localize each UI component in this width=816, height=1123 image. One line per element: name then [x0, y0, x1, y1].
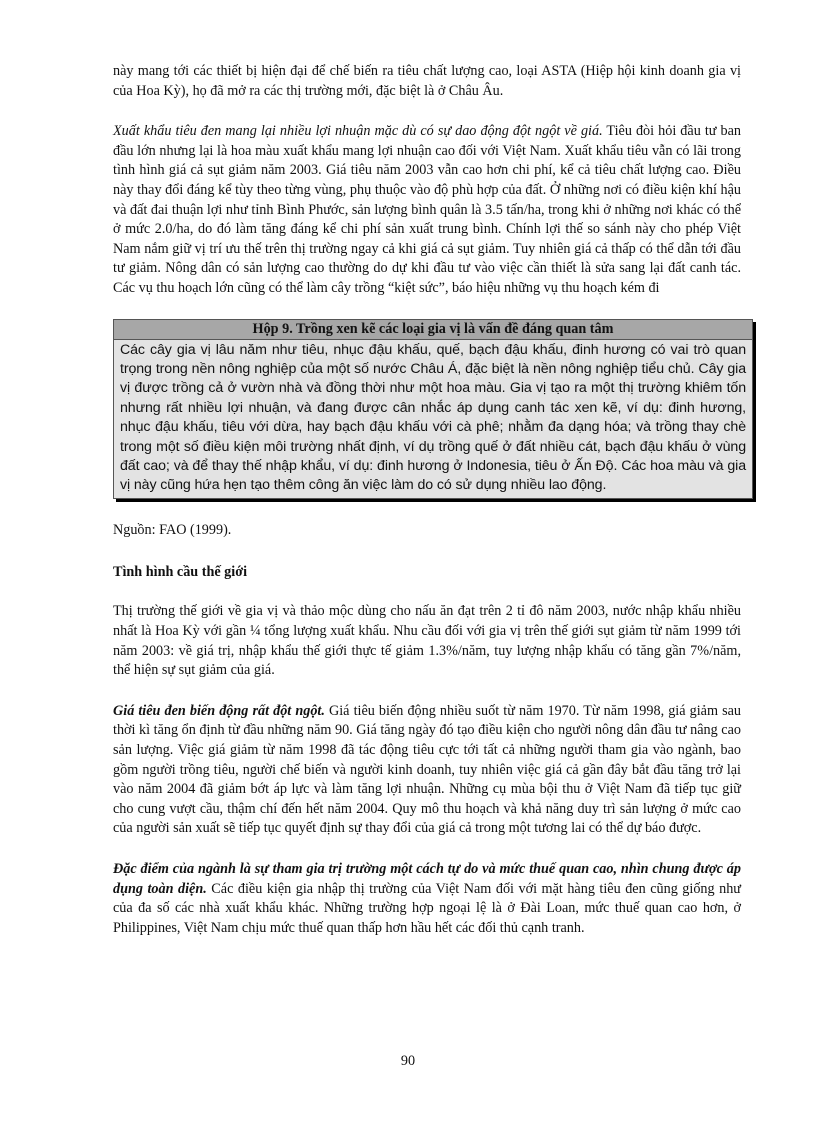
box-title: Hộp 9. Trồng xen kẽ các loại gia vị là vấn đề đáng quan tâm — [114, 320, 752, 340]
paragraph-body: Giá tiêu biến động nhiều suốt từ năm 1970. Từ năm 1998, giá giảm sau thời kì tăng ổn định từ đầu những năm 90. Giá tăng ngày đó tạo điều kiện cho người nông dân đầu tư nâng cao sản lượng. Việc giá giảm từ năm 1998 đã tác động tiêu cực tới tất cả những người tham gia vào ngành, bao gồm người trồng tiêu, người chế biến và người kinh doanh, tuy nhiên việc giá cả gần đây bắt đầu tăng trở lại vào năm 2004 đã giảm bớt áp lực và làm tăng lợi nhuận. Những cụ mùa bội thu ở Việt Nam đã tiếp tục giữ cho cung vượt cầu, thậm chí đến hết năm 2004. Quy mô thu hoạch và khả năng duy trì sản lượng ở mức cao của người sản xuất sẽ tiếp tục quyết định sự thay đổi của giá cả trong một tương lai có thể dự báo được. — [113, 702, 741, 837]
paragraph-price-volatility — [113, 702, 741, 839]
paragraph-world-demand: Thị trường thế giới về gia vị và thảo mộc dùng cho nấu ăn đạt trên 2 tỉ đô năm 2003, nước nhập khẩu nhiều nhất là Hoa Kỳ với gần ¼ tổng lượng xuất khẩu. Nhu cầu đối với gia vị trên thế giới sụt giảm từ năm 1999 tới năm 2003: về giá trị, nhập khẩu thế giới thực tế giảm 1.3%/năm, tuy lượng nhập khẩu có tăng gần 7%/năm, thể hiện sự sụt giảm của giá. — [113, 603, 741, 679]
paragraph-lead: Xuất khẩu tiêu đen mang lại nhiều lợi nhuận mặc dù có sự dao động đột ngột về giá. — [113, 123, 603, 140]
paragraph-export-profit — [113, 122, 741, 298]
section-heading: Tình hình cầu thế giới — [113, 564, 248, 581]
paragraph-lead: Đặc điểm của ngành là sự tham gia trị trường một cách tự do và mức thuế quan cao, nhìn chung được áp dụng toàn diện. — [113, 860, 741, 897]
page-number: 90 — [400, 1053, 416, 1069]
box-body: Các cây gia vị lâu năm như tiêu, nhục đậu khấu, quế, bạch đậu khấu, đinh hương có vai trò quan trọng trong nền nông nghiệp của một số nước Châu Á, đặc biệt là nền nông nghiệp tiểu chủ. Cây gia vị được trồng cả ở vườn nhà và đồng thời như một hoa màu. Gia vị tạo ra một thị trường khiêm tốn nhưng rất nhiều lợi nhuận, và đang được cân nhắc áp dụng canh tác xen kẽ, ví dụ: đinh hương, nhục đậu khấu, tiêu với dừa, hay bạch đậu khấu với cà phê; nhằm đa dạng hóa; và trồng thay chè trong một số điều kiện môi trường nhất định, ví dụ trồng quế ở đất nhiều cát, bạch đậu khấu ở vùng đất cao; và để thay thế nhập khẩu, ví dụ: đinh hương ở Indonesia, tiêu ở Ấn Độ. Các hoa màu và gia vị này cũng hứa hẹn tạo thêm công ăn việc làm do có sử dụng nhiều lao động. — [120, 341, 746, 494]
source-note: Nguồn: FAO (1999). — [113, 521, 232, 538]
box-9 — [113, 319, 753, 499]
paragraph-lead: Giá tiêu đen biến động rất đột ngột. — [113, 702, 325, 719]
document-page — [113, 62, 746, 938]
paragraph-intro: này mang tới các thiết bị hiện đại để chế biến ra tiêu chất lượng cao, loại ASTA (Hiệp hội kinh doanh gia vị của Hoa Kỳ), họ đã mở ra các thị trường mới, đặc biệt là ở Châu Âu. — [113, 63, 741, 99]
paragraph-body: Các điều kiện gia nhập thị trường của Việt Nam đối với mặt hàng tiêu đen cũng giống như của đa số các nhà xuất khẩu khác. Những trường hợp ngoại lệ là ở Đài Loan, mức thuế quan cao hơn, ở Philippines, Việt Nam chịu mức thuế quan thấp hơn hầu hết các đối thủ cạnh tranh. — [113, 880, 742, 936]
paragraph-body: Tiêu đòi hỏi đầu tư ban đầu lớn nhưng lại là hoa màu xuất khẩu mang lợi nhuận cao đối với Việt Nam. Xuất khẩu tiêu vẫn có lãi trong tình hình giá cả sụt giảm năm 2003. Giá tiêu năm 2003 vẫn cao hơn chi phí, kể cả tiêu chất lượng cao. Điều này thay đổi đáng kể tùy theo từng vùng, phụ thuộc vào độ phù hợp của đất. Ở những nơi có điều kiện khí hậu và đất đai thuận lợi như tỉnh Bình Phước, sản lượng bình quân là 3.5 tấn/ha, trong khi ở những nơi khác có thể ở mức 2.0/ha, do đó làm tăng đáng kể chi phí sản xuất trung bình. Chính lợi thế so sánh này cho phép Việt Nam nắm giữ vị trí ưu thế trên thị trường ngay cả khi giá cả sụt giảm. Tuy nhiên giá cả thấp có thể dẫn tới đầu tư giảm. Nông dân có sản lượng cao thường do dự khi đầu tư vào việc cần thiết là sửa sang lại đất canh tác. Các vụ thu hoạch lớn cũng có thể làm cây trồng “kiệt sức”, báo hiệu những vụ thu hoạch kém đi — [113, 123, 741, 296]
paragraph-market-access — [113, 860, 741, 938]
